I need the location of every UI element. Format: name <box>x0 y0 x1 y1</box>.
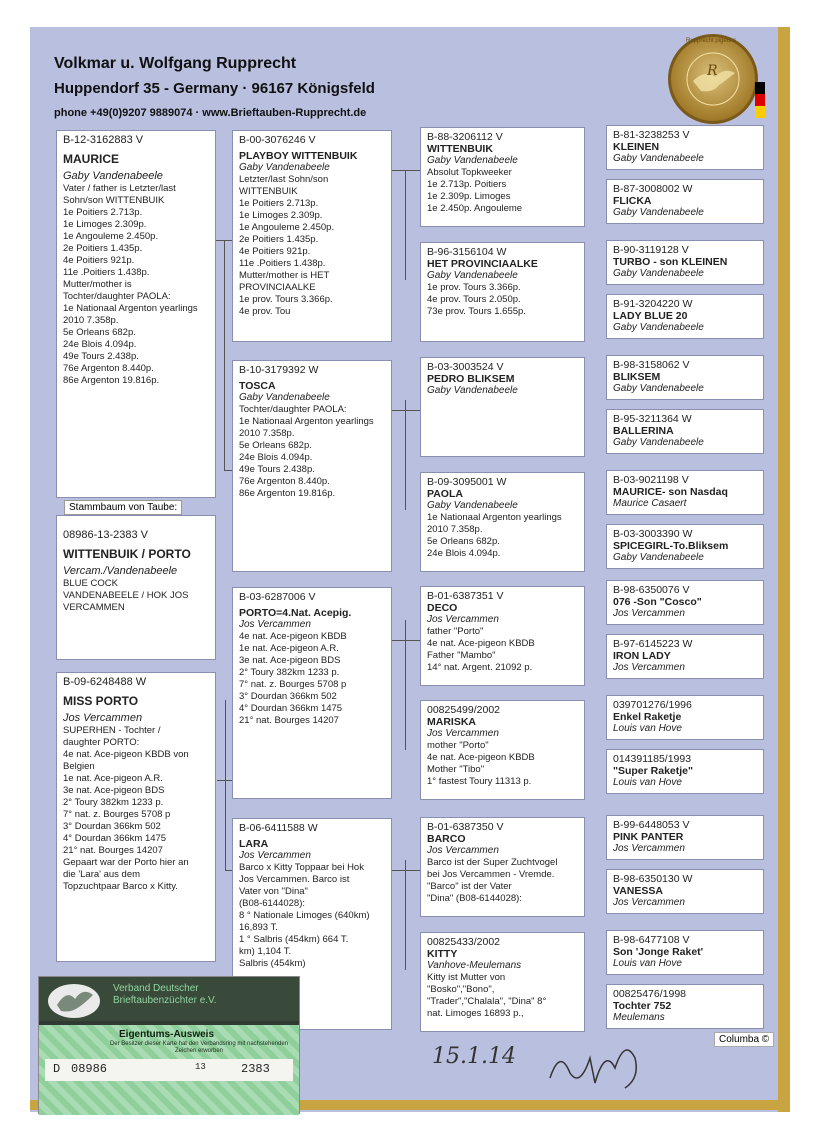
pedigree-ring: 039701276/1996 <box>613 699 692 711</box>
connector <box>392 870 420 871</box>
great-grandparent-card <box>606 634 764 679</box>
rupprecht-logo-icon <box>668 34 758 124</box>
grandparent-card <box>420 472 585 572</box>
svg-text:R: R <box>707 63 718 79</box>
pedigree-name: MAURICE- son Nasdaq <box>613 486 728 498</box>
dam-breeder: Jos Vercammen <box>63 712 143 724</box>
subject-pigeon-card <box>56 130 216 498</box>
pedigree-breeder: Gaby Vandenabeele <box>613 153 704 164</box>
grandparent-card <box>420 817 585 917</box>
pedigree-ring: 00825499/2002 <box>427 704 500 716</box>
pedigree-name: PEDRO BLIKSEM <box>427 373 515 385</box>
pedigree-details: 4e nat. Ace-pigeon KBDB 1e nat. Ace-pigeon A.R. 3e nat. Ace-pigeon BDS 2° Toury 382km 1233 p. 7° nat. z. Bourges 5708 p 3° Dourdan 366km 502 4° Dourdan 366km 1475 21° nat. Bourges 14207 <box>239 631 347 726</box>
card-prefix-glyph: D <box>53 1062 61 1076</box>
great-grandparent-card <box>606 930 764 975</box>
great-grandparent-card <box>606 524 764 569</box>
great-grandparent-card <box>606 984 764 1029</box>
connector <box>405 400 406 510</box>
pedigree-name: KITTY <box>427 948 458 960</box>
pedigree-ring: B-10-3179392 W <box>239 364 319 376</box>
dam-details: SUPERHEN - Tochter / daughter PORTO: 4e nat. Ace-pigeon KBDB von Belgien 1e nat. Ace-pigeon A.R. 3e nat. Ace-pigeon BDS 2° Toury 382km 1233 p. 7° nat. z. Bourges 5708 p 3° Dourdan 366km 502 4° Dourdan 366km 1475 21° nat. Bourges 14207 Gepaart war der Porto hier an die 'Lara' aus dem Topzuchtpaar Barco x Kitty. <box>63 725 189 892</box>
pedigree-breeder: Maurice Casaert <box>613 498 687 509</box>
pedigree-name: TOSCA <box>239 380 276 392</box>
pedigree-name: BALLERINA <box>613 425 674 437</box>
pedigree-breeder: Vanhove-Meulemans <box>427 960 522 971</box>
connector <box>225 700 226 870</box>
great-grandparent-card <box>606 695 764 740</box>
pedigree-details: 1e prov. Tours 3.366p. 4e prov. Tours 2.050p. 73e prov. Tours 1.655p. <box>427 282 526 317</box>
grandparent-card <box>420 586 585 686</box>
pedigree-breeder: Jos Vercammen <box>427 728 499 739</box>
parent-card <box>232 587 392 799</box>
connector <box>405 170 406 280</box>
grandparent-card <box>420 242 585 342</box>
pedigree-ring: B-03-3003390 W <box>613 528 693 540</box>
pedigree-name: PAOLA <box>427 488 463 500</box>
pedigree-breeder: Jos Vercammen <box>239 850 311 861</box>
subject-breeder: Gaby Vandenabeele <box>63 170 163 182</box>
pedigree-name: PORTO=4.Nat. Acepig. <box>239 607 352 619</box>
pedigree-breeder: Gaby Vandenabeele <box>427 385 518 396</box>
great-grandparent-card <box>606 240 764 285</box>
subject-details: Vater / father is Letzter/last Sohn/son WITTENBUIK 1e Poitiers 2.713p. 1e Limoges 2.309p. 1e Angouleme 2.450p. 2e Poitiers 1.435p. 4e Poitiers 921p. 11e .Poitiers 1.438p. Mutter/mother is Tochter/daughter PAOLA: 1e Nationaal Argenton yearlings 2010 7.358p. 5e Orleans 682p. 24e Blois 4.094p. 49e Tours 2.438p. 76e Argenton 8.440p. 86e Argenton 19.816p. <box>63 183 198 386</box>
grandparent-card <box>420 357 585 457</box>
pedigree-details: Kitty ist Mutter von "Bosko","Bono", "Trader","Chalala", "Dina" 8° nat. Limoges 16893 p., <box>427 972 547 1019</box>
signature-date: 15.1.14 <box>432 1044 516 1069</box>
pedigree-ring: B-98-6477108 V <box>613 934 690 946</box>
grandparent-card <box>420 932 585 1032</box>
pedigree-name: FLICKA <box>613 195 652 207</box>
pedigree-ring: B-06-6411588 W <box>239 822 318 834</box>
card-organisation: Verband Deutscher Brieftaubenzüchter e.V. <box>113 983 217 1006</box>
great-grandparent-card <box>606 125 764 170</box>
pedigree-ring: B-81-3238253 V <box>613 129 690 141</box>
connector <box>405 860 406 970</box>
pedigree-breeder: Jos Vercammen <box>427 614 499 625</box>
pedigree-breeder: Jos Vercammen <box>613 843 685 854</box>
card-number-2: 2383 <box>241 1062 270 1076</box>
pedigree-breeder: Meulemans <box>613 1012 665 1023</box>
pedigree-name: 076 -Son "Cosco" <box>613 596 702 608</box>
card-number-strip <box>45 1059 293 1081</box>
pedigree-name: LARA <box>239 838 269 850</box>
pedigree-name: TURBO - son KLEINEN <box>613 256 728 268</box>
pedigree-ring: B-90-3119128 V <box>613 244 689 256</box>
pedigree-details: father "Porto" 4e nat. Ace-pigeon KBDB Father "Mambo" 14° nat. Argent. 21092 p. <box>427 626 535 673</box>
signature-icon <box>545 1028 655 1098</box>
stammbaum-label: Stammbaum von Taube: <box>64 500 182 515</box>
stammbaum-card <box>56 515 216 660</box>
pedigree-breeder: Gaby Vandenabeele <box>613 552 704 563</box>
pedigree-name: "Super Raketje" <box>613 765 693 777</box>
great-grandparent-card <box>606 179 764 224</box>
german-flag-icon <box>755 82 765 118</box>
pedigree-ring: B-99-6448053 V <box>613 819 690 831</box>
pedigree-details: Letzter/last Sohn/son WITTENBUIK 1e Poitiers 2.713p. 1e Limoges 2.309p. 1e Angouleme 2.450p. 2e Poitiers 1.435p. 4e Poitiers 921p. 11e .Poitiers 1.438p. Mutter/mother is HET PROVINCIAALKE 1e prov. Tours 3.366p. 4e prov. Tou <box>239 174 335 317</box>
great-grandparent-card <box>606 580 764 625</box>
pedigree-ring: B-91-3204220 W <box>613 298 693 310</box>
pedigree-breeder: Jos Vercammen <box>613 897 685 908</box>
subject-ring: B-12-3162883 V <box>63 134 144 146</box>
pedigree-ring: B-00-3076246 V <box>239 134 316 146</box>
great-grandparent-card <box>606 815 764 860</box>
great-grandparent-card <box>606 869 764 914</box>
pedigree-breeder: Gaby Vandenabeele <box>613 383 704 394</box>
pedigree-breeder: Gaby Vandenabeele <box>427 500 518 511</box>
connector <box>224 240 225 470</box>
grandparent-card <box>420 127 585 227</box>
pedigree-ring: B-03-3003524 V <box>427 361 504 373</box>
connector <box>392 640 420 641</box>
pedigree-name: PLAYBOY WITTENBUIK <box>239 150 358 162</box>
pedigree-breeder: Gaby Vandenabeele <box>239 392 330 403</box>
connector <box>392 410 420 411</box>
card-fineprint: Der Besitzer dieser Karte hat den Verbandsring mit nachstehenden Zeichen erworben <box>109 1041 289 1054</box>
pedigree-breeder: Gaby Vandenabeele <box>239 162 330 173</box>
stammbaum-name: WITTENBUIK / PORTO <box>63 547 191 561</box>
pedigree-breeder: Gaby Vandenabeele <box>613 322 704 333</box>
logo-caption: Rupprecht pigeons <box>686 38 737 44</box>
columba-credit: Columba © <box>714 1032 774 1047</box>
great-grandparent-card <box>606 409 764 454</box>
pedigree-details: Barco x Kitty Toppaar bei Hok Jos Vercammen. Barco ist Vater von "Dina" (B08-6144028): 8 ° Nationale Limoges (640km) 16,893 T. 1 ° Salbris (454km) 664 T. km) 1,104 T. Salbris (454km) <box>239 862 370 969</box>
pedigree-name: PINK PANTER <box>613 831 684 843</box>
owner-name: Volkmar u. Wolfgang Rupprecht <box>54 55 297 72</box>
pedigree-name: Enkel Raketje <box>613 711 682 723</box>
great-grandparent-card <box>606 470 764 515</box>
card-number-1: 08986 <box>71 1062 108 1076</box>
pedigree-name: LADY BLUE 20 <box>613 310 688 322</box>
great-grandparent-card <box>606 355 764 400</box>
pedigree-breeder: Gaby Vandenabeele <box>613 207 704 218</box>
pedigree-name: DECO <box>427 602 458 614</box>
pedigree-ring: B-97-6145223 W <box>613 638 693 650</box>
pedigree-breeder: Jos Vercammen <box>613 608 685 619</box>
pedigree-ring: B-01-6387350 V <box>427 821 504 833</box>
ownership-card <box>38 976 300 1114</box>
card-title: Eigentums-Ausweis <box>119 1029 215 1040</box>
pedigree-name: WITTENBUIK <box>427 143 493 155</box>
pedigree-breeder: Gaby Vandenabeele <box>613 268 704 279</box>
pedigree-name: HET PROVINCIAALKE <box>427 258 538 270</box>
pedigree-ring: B-96-3156104 W <box>427 246 507 258</box>
pedigree-ring: B-01-6387351 V <box>427 590 504 602</box>
dam-name: MISS PORTO <box>63 694 139 708</box>
pedigree-breeder: Louis van Hove <box>613 958 682 969</box>
great-grandparent-card <box>606 749 764 794</box>
pedigree-ring: B-95-3211364 W <box>613 413 692 425</box>
subject-name: MAURICE <box>63 152 119 166</box>
dam-ring: B-09-6248488 W <box>63 676 147 688</box>
pedigree-name: SPICEGIRL-To.Bliksem <box>613 540 729 552</box>
stammbaum-ring: 08986-13-2383 V <box>63 529 149 541</box>
pedigree-details: 1e Nationaal Argenton yearlings 2010 7.358p. 5e Orleans 682p. 24e Blois 4.094p. <box>427 512 562 559</box>
pedigree-name: Tochter 752 <box>613 1000 672 1012</box>
parent-card <box>232 360 392 572</box>
pedigree-ring: B-88-3206112 V <box>427 131 503 143</box>
pedigree-name: BLIKSEM <box>613 371 661 383</box>
pedigree-name: MARISKA <box>427 716 476 728</box>
pedigree-breeder: Gaby Vandenabeele <box>613 437 704 448</box>
pedigree-details: Tochter/daughter PAOLA: 1e Nationaal Argenton yearlings 2010 7.358p. 5e Orleans 682p. 24e Blois 4.094p. 49e Tours 2.438p. 76e Argenton 8.440p. 86e Argenton 19.816p. <box>239 404 374 499</box>
pedigree-ring: B-98-6350130 W <box>613 873 693 885</box>
stammbaum-breeder: Vercam./Vandenabeele <box>63 565 178 577</box>
owner-contact: phone +49(0)9207 9889074 · www.Brieftauben-Rupprecht.de <box>54 107 367 119</box>
pedigree-name: BARCO <box>427 833 466 845</box>
pedigree-ring: 00825476/1998 <box>613 988 686 1000</box>
grandparent-card <box>420 700 585 800</box>
pedigree-details: mother "Porto" 4e nat. Ace-pigeon KBDB Mother "Tibo" 1° fastest Toury 11313 p. <box>427 740 535 787</box>
pedigree-ring: B-09-3095001 W <box>427 476 507 488</box>
pigeon-icon <box>45 981 103 1021</box>
pedigree-breeder: Jos Vercammen <box>239 619 311 630</box>
pedigree-name: IRON LADY <box>613 650 671 662</box>
pedigree-ring: B-98-6350076 V <box>613 584 690 596</box>
pedigree-breeder: Louis van Hove <box>613 777 682 788</box>
pedigree-details: Absolut Topkweeker 1e 2.713p. Poitiers 1e 2.309p. Limoges 1e 2.450p. Angouleme <box>427 167 523 214</box>
pedigree-ring: B-87-3008002 W <box>613 183 693 195</box>
parent-card <box>232 130 392 342</box>
pedigree-breeder: Louis van Hove <box>613 723 682 734</box>
pedigree-ring: B-98-3158062 V <box>613 359 690 371</box>
pedigree-breeder: Gaby Vandenabeele <box>427 155 518 166</box>
card-separator-glyph: 13 <box>195 1062 206 1072</box>
pedigree-breeder: Gaby Vandenabeele <box>427 270 518 281</box>
owner-address: Huppendorf 35 - Germany · 96167 Königsfeld <box>54 80 375 97</box>
pedigree-breeder: Jos Vercammen <box>613 662 685 673</box>
pedigree-name: Son 'Jonge Raket' <box>613 946 704 958</box>
dam-card <box>56 672 216 962</box>
pedigree-ring: 014391185/1993 <box>613 753 692 765</box>
stammbaum-details: BLUE COCK VANDENABEELE / HOK JOS VERCAMMEN <box>63 578 189 613</box>
pedigree-breeder: Jos Vercammen <box>427 845 499 856</box>
pedigree-ring: B-03-6287006 V <box>239 591 316 603</box>
connector <box>392 170 420 171</box>
great-grandparent-card <box>606 294 764 339</box>
connector <box>405 620 406 750</box>
pedigree-ring: B-03-9021198 V <box>613 474 689 486</box>
pedigree-name: VANESSA <box>613 885 663 897</box>
pedigree-ring: 00825433/2002 <box>427 936 500 948</box>
pedigree-name: KLEINEN <box>613 141 660 153</box>
pedigree-details: Barco ist der Super Zuchtvogel bei Jos Vercammen - Vremde. "Barco" ist der Vater "Dina" (B08-6144028): <box>427 857 558 904</box>
